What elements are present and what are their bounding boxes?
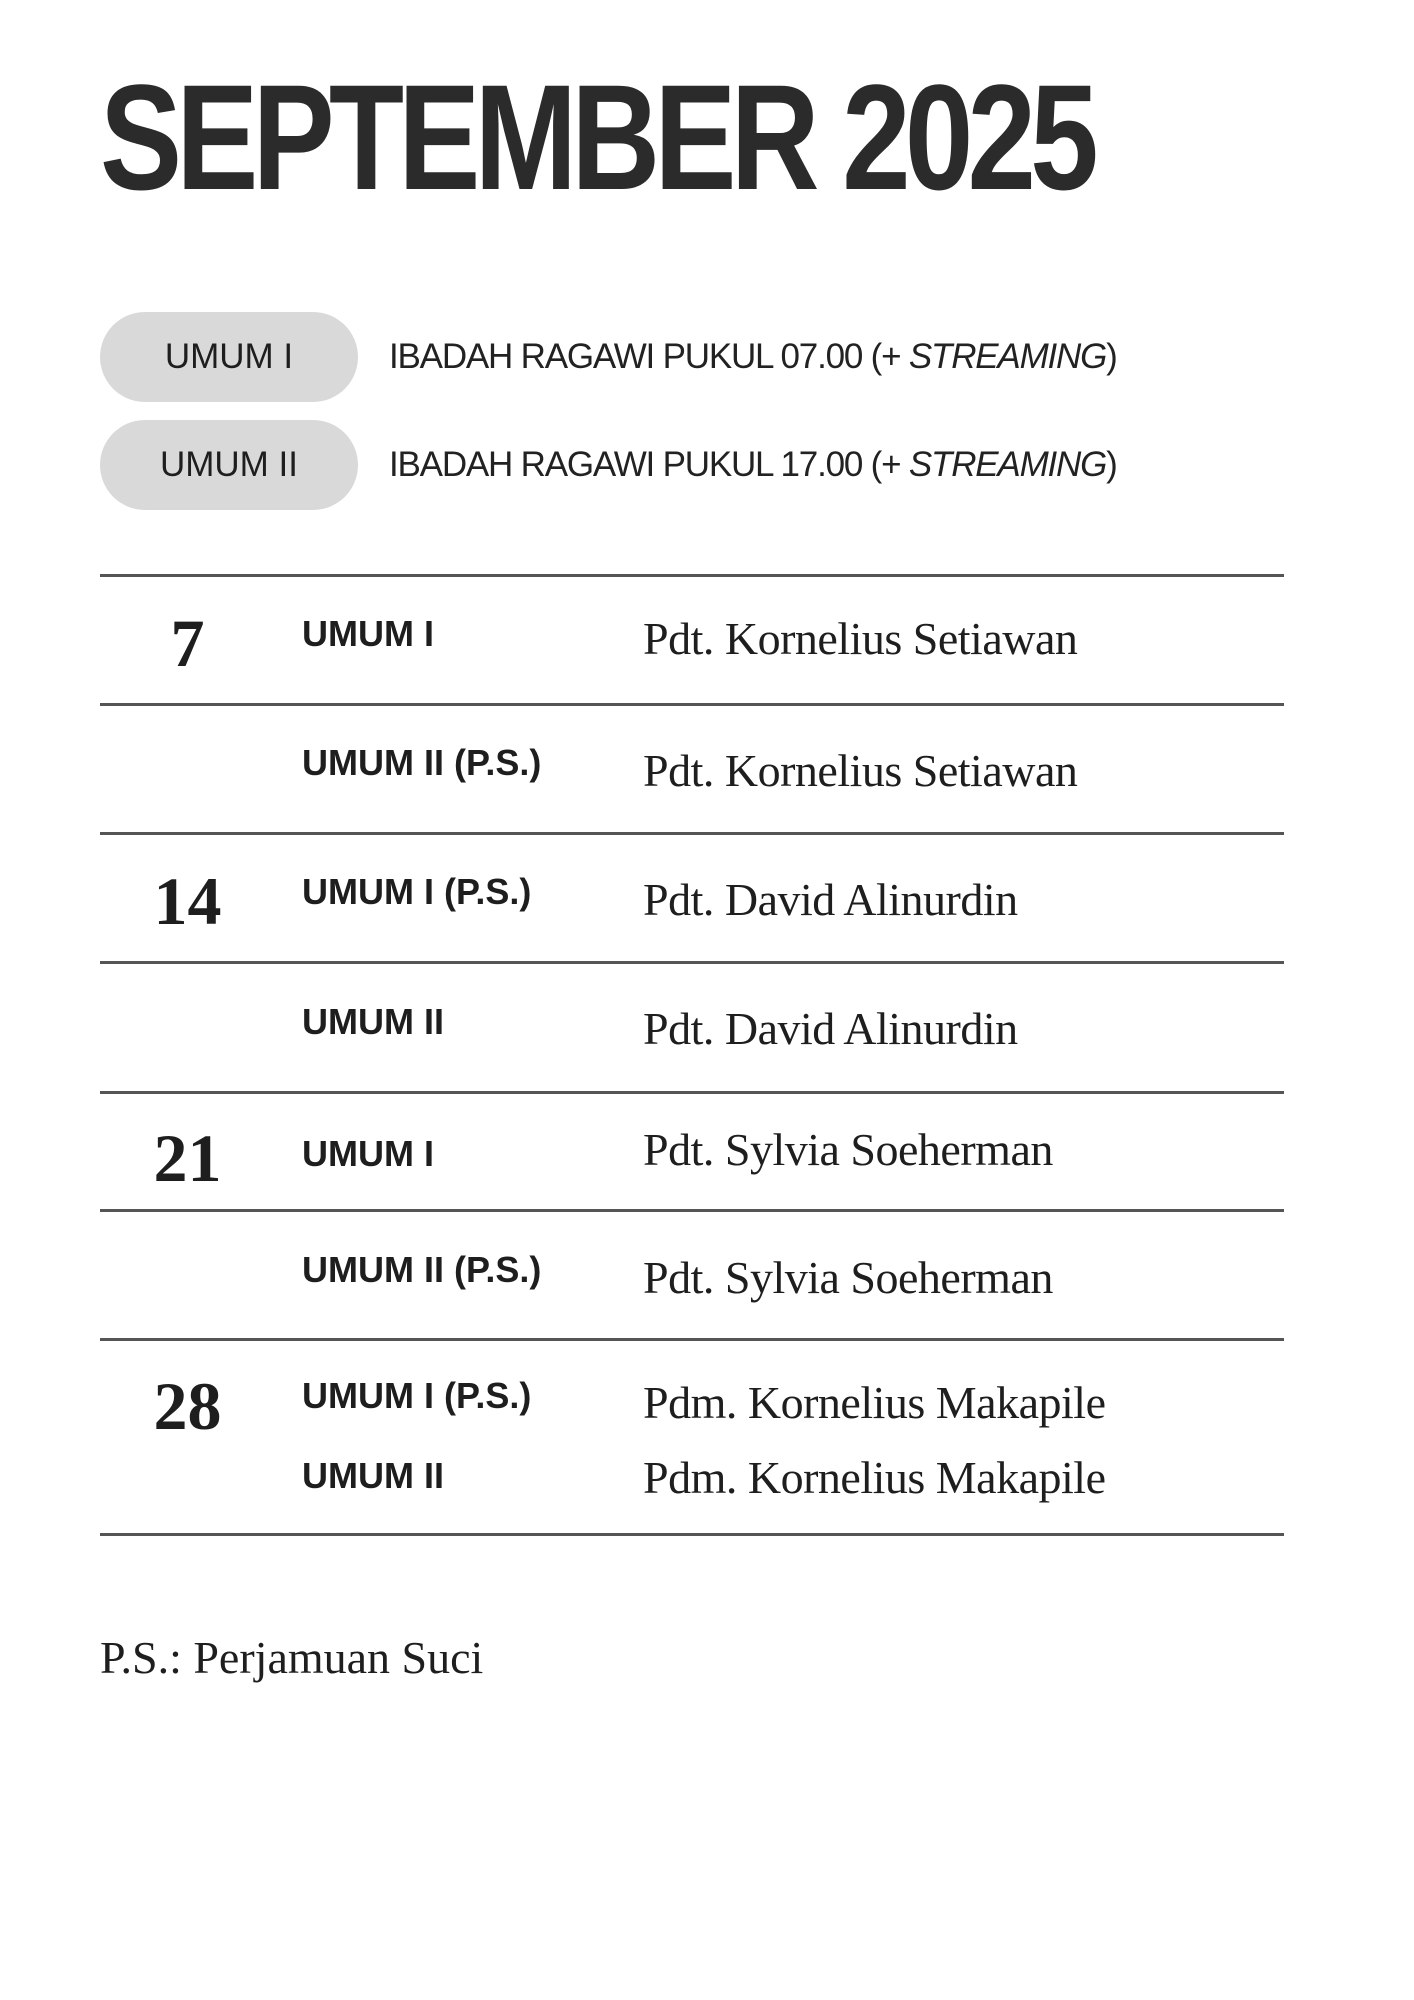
table-divider	[100, 1533, 1284, 1536]
preacher-name: Pdm. Kornelius Makapile	[643, 1377, 1106, 1428]
preacher-name: Pdt. David Alinurdin	[643, 1003, 1018, 1054]
table-divider	[100, 1091, 1284, 1094]
service-description-1-close: )	[1106, 337, 1117, 376]
page-title: SEPTEMBER 2025	[100, 53, 1093, 221]
table-divider	[100, 1338, 1284, 1341]
table-divider	[100, 961, 1284, 964]
service-label: UMUM I	[302, 613, 434, 654]
table-divider	[100, 574, 1284, 577]
preacher-name: Pdm. Kornelius Makapile	[643, 1452, 1106, 1503]
table-divider	[100, 1209, 1284, 1212]
day-number: 28	[153, 1368, 222, 1444]
service-description-2-italic: STREAMING	[908, 445, 1107, 484]
service-label: UMUM I	[302, 1133, 434, 1174]
preacher-name: Pdt. Kornelius Setiawan	[643, 745, 1078, 796]
preacher-name: Pdt. Sylvia Soeherman	[643, 1124, 1053, 1175]
service-description-2-text: IBADAH RAGAWI PUKUL 17.00 (+	[389, 445, 909, 484]
service-label: UMUM I (P.S.)	[302, 1375, 532, 1416]
service-badge-umum-1: UMUM I	[100, 312, 358, 402]
table-divider	[100, 832, 1284, 835]
service-description-1-text: IBADAH RAGAWI PUKUL 07.00 (+	[389, 337, 909, 376]
day-number: 7	[170, 605, 205, 681]
service-label: UMUM II (P.S.)	[302, 1249, 542, 1290]
service-label: UMUM II	[302, 1455, 444, 1496]
preacher-name: Pdt. David Alinurdin	[643, 874, 1018, 925]
service-badge-umum-2: UMUM II	[100, 420, 358, 510]
footnote: P.S.: Perjamuan Suci	[100, 1632, 484, 1683]
day-number: 14	[153, 863, 222, 939]
preacher-name: Pdt. Kornelius Setiawan	[643, 613, 1078, 664]
preacher-name: Pdt. Sylvia Soeherman	[643, 1252, 1053, 1303]
service-description-1	[389, 337, 1117, 377]
day-number: 21	[153, 1120, 222, 1196]
service-label: UMUM II (P.S.)	[302, 742, 542, 783]
service-label: UMUM II	[302, 1001, 444, 1042]
service-legend-row-2	[100, 420, 1117, 510]
table-divider	[100, 703, 1284, 706]
service-description-2-close: )	[1106, 445, 1117, 484]
service-description-1-italic: STREAMING	[908, 337, 1107, 376]
service-label: UMUM I (P.S.)	[302, 871, 532, 912]
service-description-2	[389, 445, 1117, 485]
service-legend-row-1	[100, 312, 1117, 402]
